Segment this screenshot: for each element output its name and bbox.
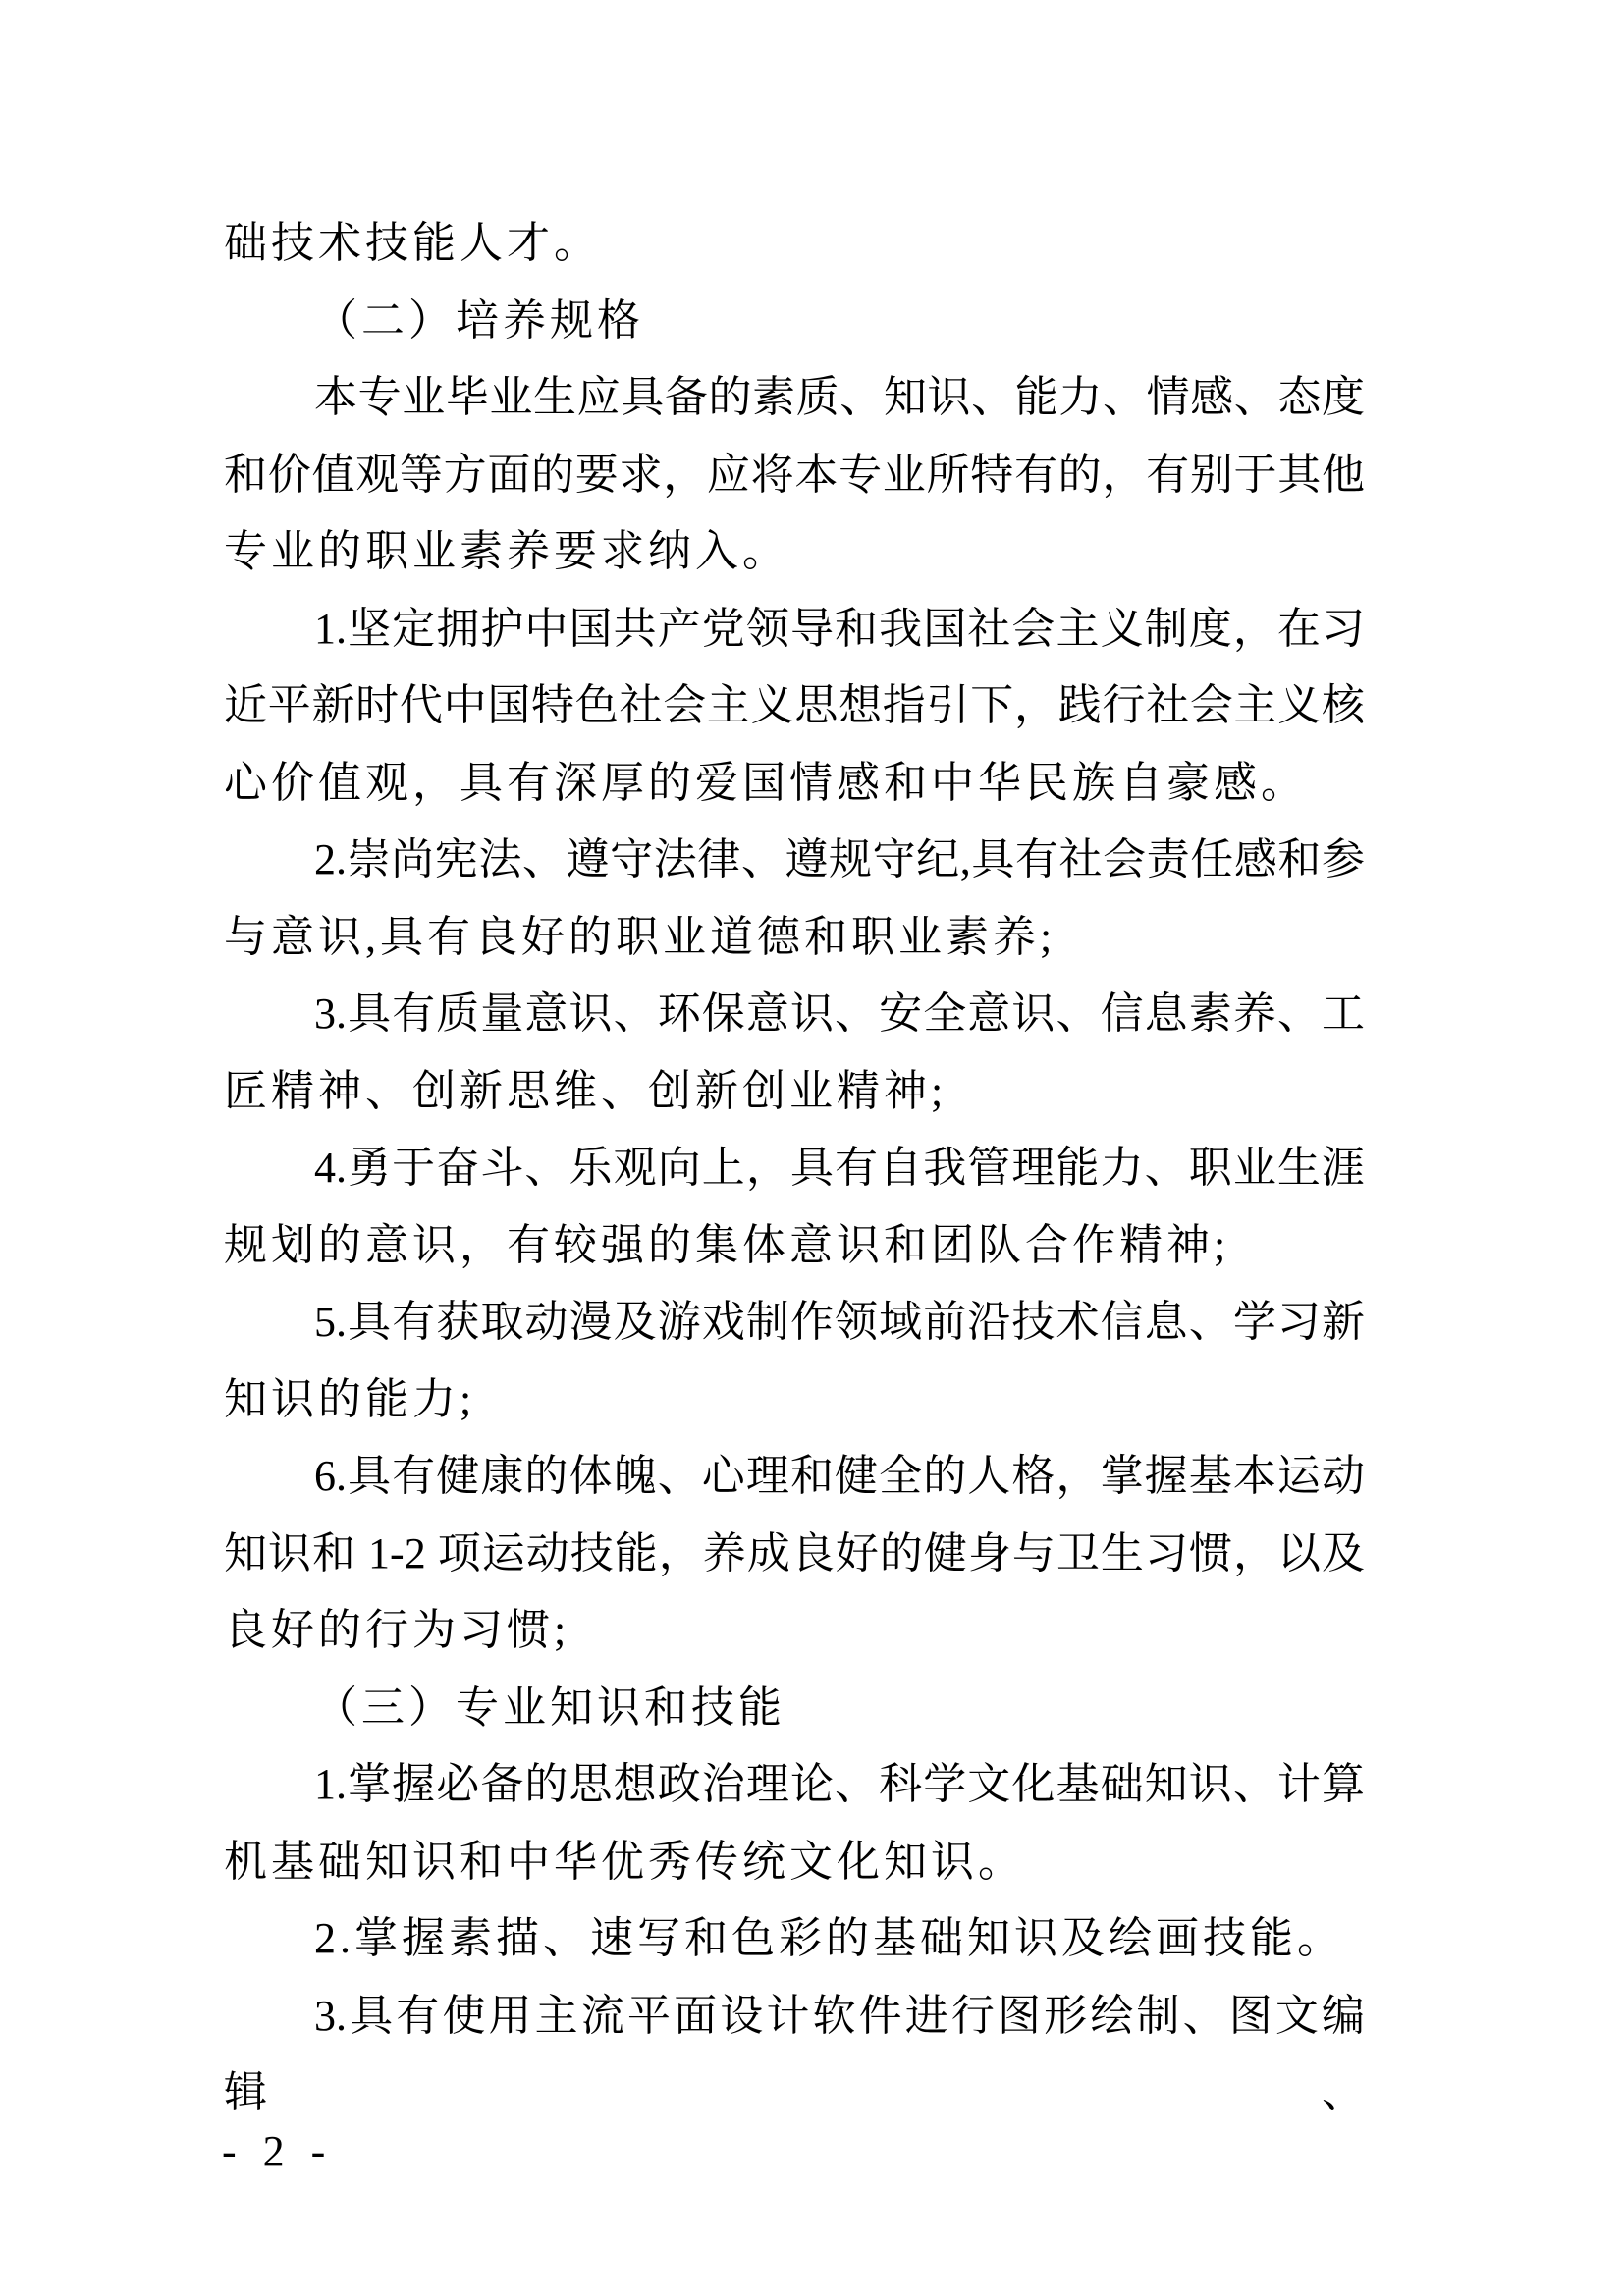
text-line: 6.具有健康的体魄、心理和健全的人格，掌握基本运动 (314, 1452, 1365, 1500)
text-line: 规划的意识，有较强的集体意识和团队合作精神; (224, 1220, 1230, 1269)
text-line: 5.具有获取动漫及游戏制作领域前沿技术信息、学习新 (314, 1298, 1365, 1346)
text-line: 心价值观，具有深厚的爱国情感和中华民族自豪感。 (224, 758, 1308, 807)
text-line: 1.掌握必备的思想政治理论、科学文化基础知识、计算 (314, 1760, 1365, 1808)
text-line: 本专业毕业生应具备的素质、知识、能力、情感、态度 (314, 373, 1365, 421)
text-line: 2.掌握素描、速写和色彩的基础知识及绘画技能。 (314, 1914, 1344, 1962)
text-line: 与意识,具有良好的职业道德和职业素养; (224, 912, 1056, 961)
text-line: 3.具有质量意识、环保意识、安全意识、信息素养、工 (314, 989, 1365, 1038)
text-line: 3.具有使用主流平面设计软件进行图形绘制、图文编辑、 (224, 1991, 1365, 2116)
text-line: 知识和 1-2 项运动技能，养成良好的健身与卫生习惯，以及 (224, 1528, 1365, 1577)
text-line: 良好的行为习惯; (224, 1606, 570, 1654)
text-line: 2.崇尚宪法、遵守法律、遵规守纪,具有社会责任感和参 (314, 835, 1365, 883)
text-line: 匠精神、创新思维、创新创业精神; (224, 1066, 947, 1115)
text-line: 4.勇于奋斗、乐观向上，具有自我管理能力、职业生涯 (314, 1144, 1365, 1192)
text-block (224, 205, 1365, 2116)
text-line: 知识的能力; (224, 1374, 476, 1423)
text-line: （二）培养规格 (314, 295, 644, 345)
text-line: （三）专业知识和技能 (314, 1682, 785, 1732)
page-number: - 2 - (222, 2127, 328, 2175)
text-line: 近平新时代中国特色社会主义思想指引下，践行社会主义核 (224, 681, 1365, 729)
text-line: 和价值观等方面的要求，应将本专业所特有的，有别于其他 (224, 450, 1365, 499)
text-line: 机基础知识和中华优秀传统文化知识。 (224, 1837, 1025, 1886)
text-line: 1.坚定拥护中国共产党领导和我国社会主义制度，在习 (314, 604, 1365, 653)
text-line: 专业的职业素养要求纳入。 (224, 527, 789, 575)
text-line: 础技术技能人才。 (224, 219, 601, 267)
